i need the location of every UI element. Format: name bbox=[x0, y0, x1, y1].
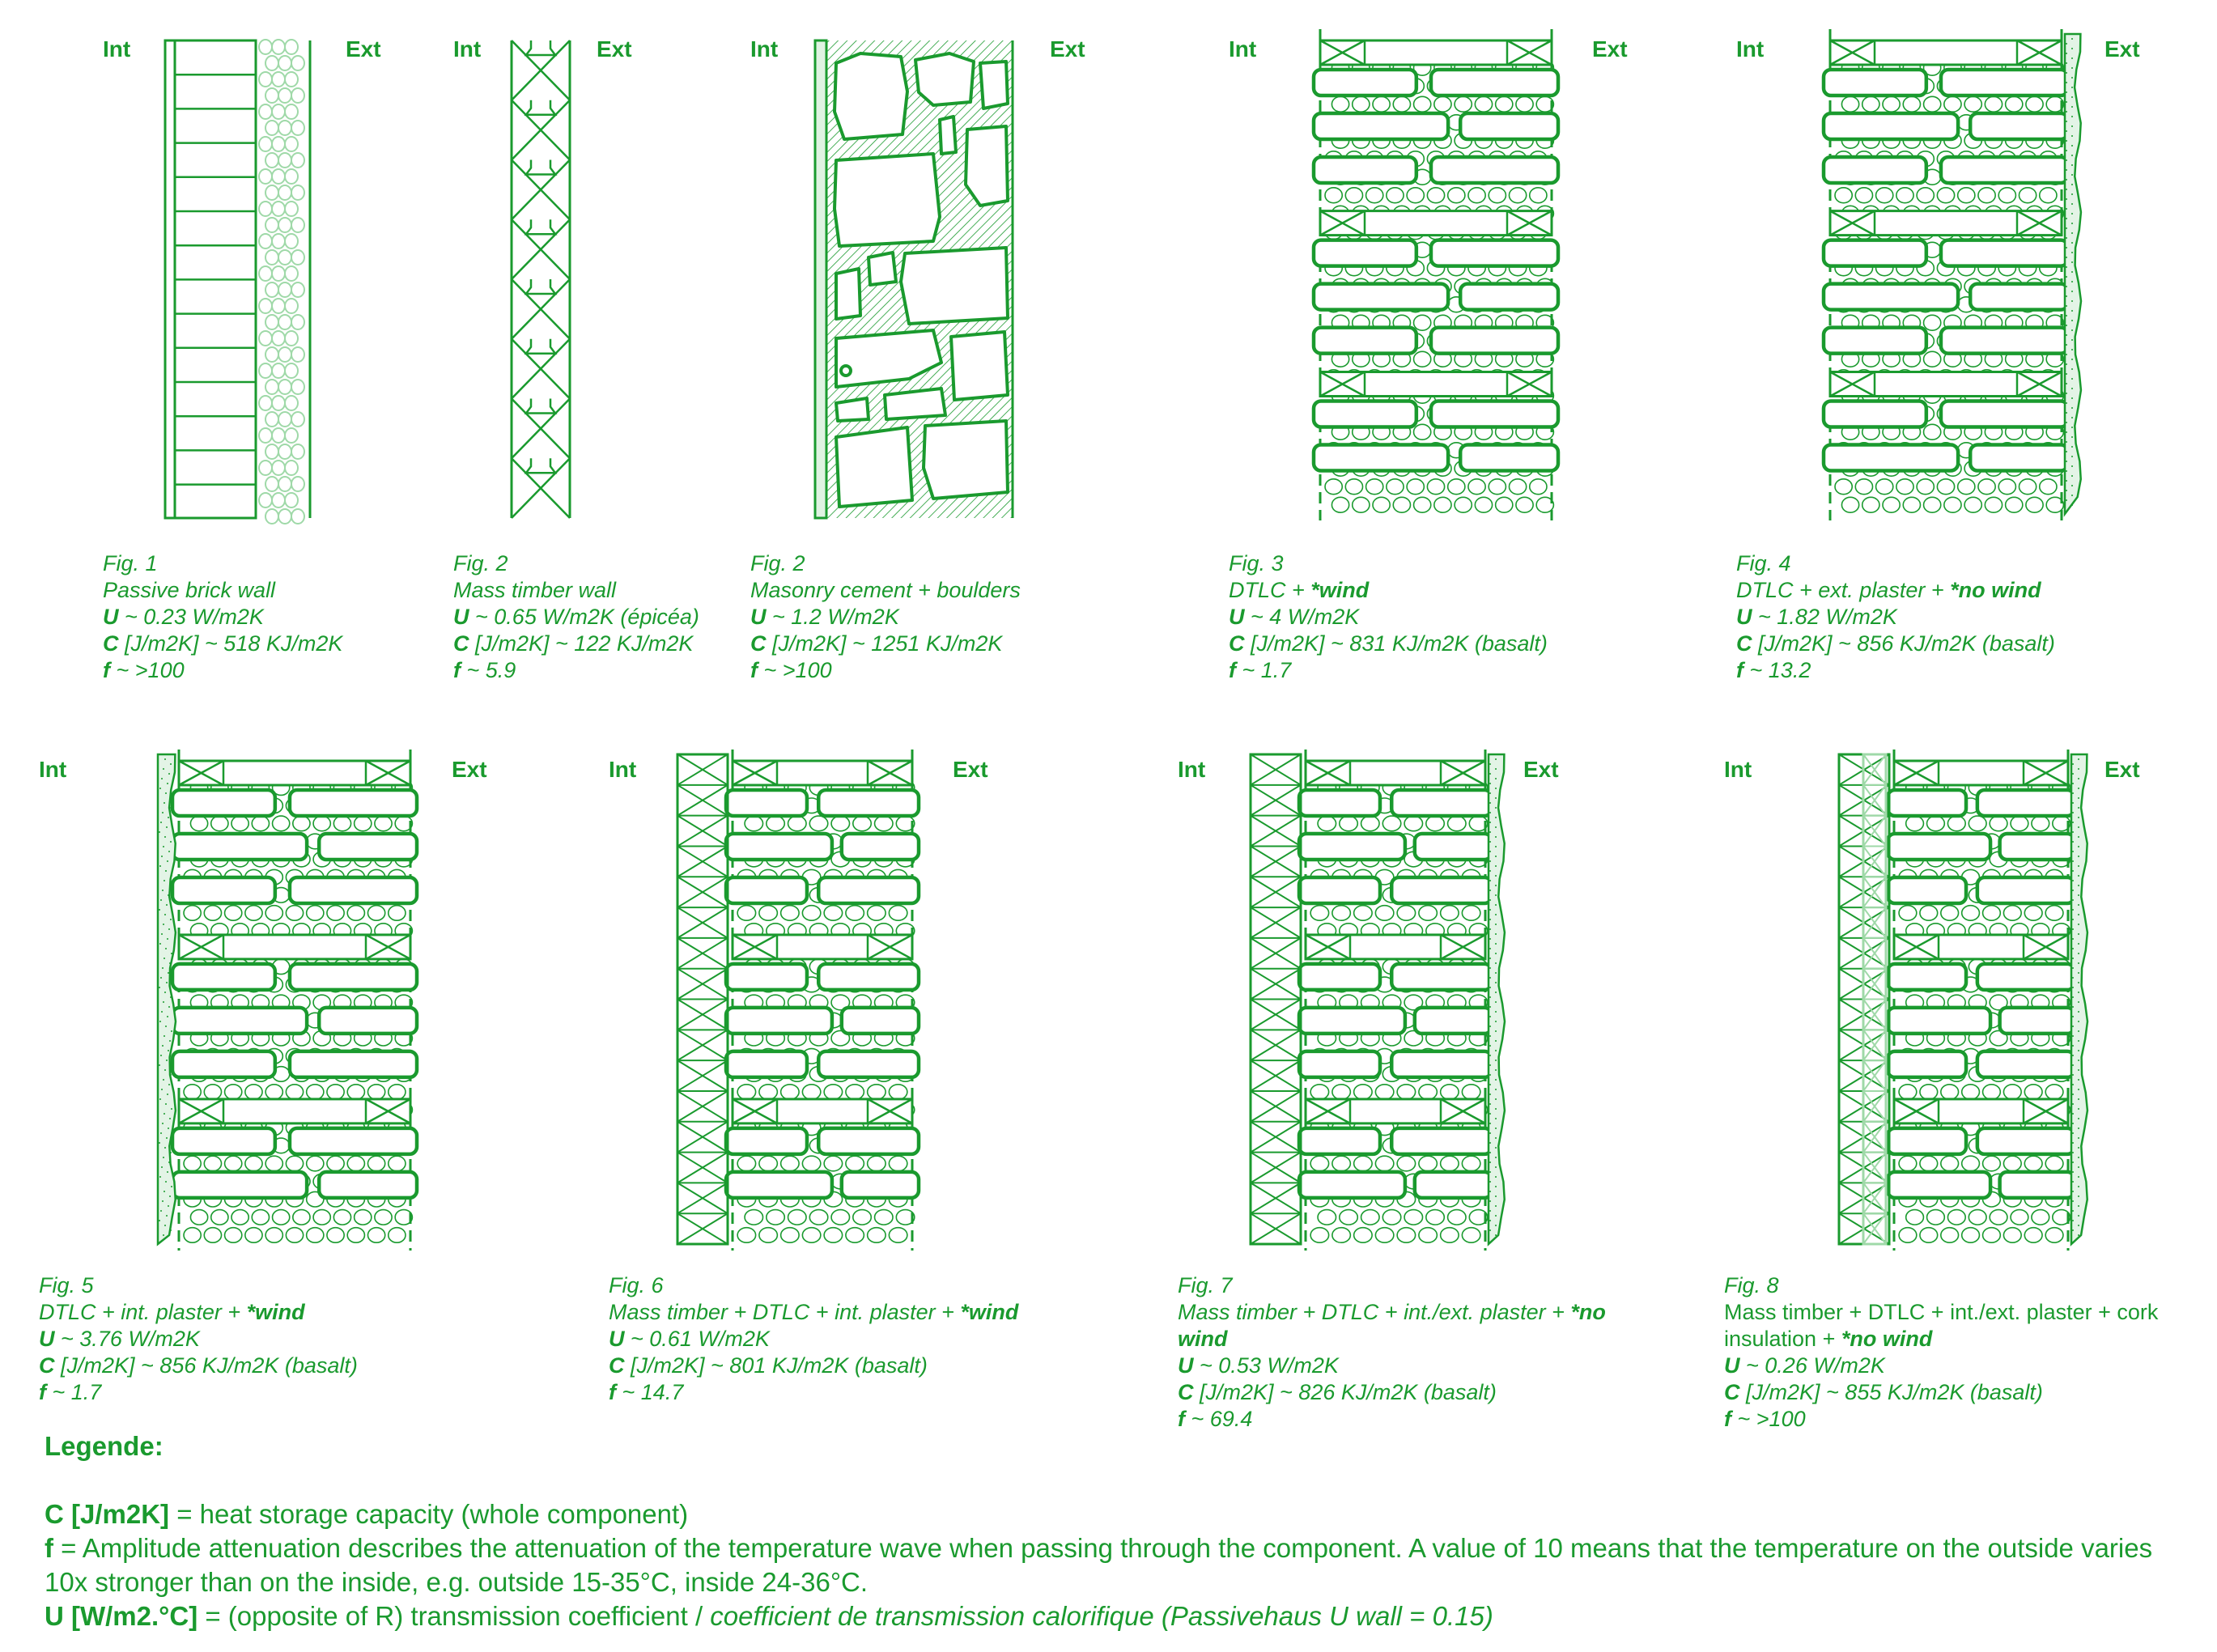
c-value: [J/m2K] ~ 826 KJ/m2K (basalt) bbox=[1200, 1380, 1497, 1404]
u-value: ~ 0.23 W/m2K bbox=[125, 605, 264, 629]
fig-number: Fig. 3 bbox=[1229, 551, 1284, 575]
u-value: ~ 1.82 W/m2K bbox=[1758, 605, 1897, 629]
c-value: [J/m2K] ~ 518 KJ/m2K bbox=[125, 631, 343, 656]
fig-title: Masonry cement + boulders bbox=[750, 578, 1021, 602]
wall-section-fig2-timber bbox=[508, 39, 573, 520]
int-label-fig8: Int bbox=[1724, 757, 1752, 782]
wall-section-fig1 bbox=[162, 39, 324, 520]
f-value: ~ 1.7 bbox=[52, 1380, 102, 1404]
f-value: ~ 14.7 bbox=[622, 1380, 684, 1404]
int-label-fig2b: Int bbox=[750, 36, 779, 62]
fig-number: Fig. 2 bbox=[453, 551, 508, 575]
u-value: ~ 4 W/m2K bbox=[1251, 605, 1360, 629]
caption-fig2-masonry: Fig. 2 Masonry cement + boulders U ~ 1.2 W/m2K C [J/m2K] ~ 1251 KJ/m2K f ~ >100 bbox=[750, 551, 1021, 682]
fig-number: Fig. 7 bbox=[1178, 1273, 1233, 1297]
wind-note-cont: wind bbox=[1178, 1327, 1228, 1351]
u-value: ~ 0.61 W/m2K bbox=[631, 1327, 770, 1351]
f-value: ~ 5.9 bbox=[466, 658, 516, 682]
u-value: ~ 1.2 W/m2K bbox=[772, 605, 899, 629]
wind-note: *wind bbox=[1310, 578, 1370, 602]
c-value: [J/m2K] ~ 856 KJ/m2K (basalt) bbox=[1758, 631, 2055, 656]
ext-label-fig2a: Ext bbox=[597, 36, 632, 62]
wall-section-fig5 bbox=[150, 741, 425, 1259]
caption-fig3: Fig. 3 DTLC + *wind U ~ 4 W/m2K C [J/m2K] ~ 831 KJ/m2K (basalt) f ~ 1.7 bbox=[1229, 551, 1548, 682]
wind-note: *no bbox=[1570, 1300, 1606, 1324]
fig-number: Fig. 8 bbox=[1724, 1273, 1779, 1297]
f-value: ~ >100 bbox=[763, 658, 832, 682]
u-value: ~ 0.53 W/m2K bbox=[1200, 1353, 1339, 1378]
fig-number: Fig. 4 bbox=[1736, 551, 1791, 575]
f-value: ~ >100 bbox=[116, 658, 185, 682]
ext-label-fig5: Ext bbox=[452, 757, 487, 782]
u-value: ~ 0.26 W/m2K bbox=[1746, 1353, 1885, 1378]
fig-number: Fig. 1 bbox=[103, 551, 158, 575]
fig-number: Fig. 5 bbox=[39, 1273, 94, 1297]
f-value: ~ 13.2 bbox=[1749, 658, 1811, 682]
fig-title: DTLC + ext. plaster + bbox=[1736, 578, 1951, 602]
int-label-fig6: Int bbox=[609, 757, 637, 782]
legend-c: C [J/m2K] = heat storage capacity (whole component) bbox=[45, 1499, 689, 1529]
f-value: ~ 1.7 bbox=[1242, 658, 1292, 682]
fig-number: Fig. 6 bbox=[609, 1273, 664, 1297]
ext-label-fig2b: Ext bbox=[1050, 36, 1085, 62]
legend-u: U [W/m2.°C] = (opposite of R) transmission coefficient / coefficient de transmission calorifique (Passivehaus U wall = 0.15) bbox=[45, 1601, 1493, 1631]
int-label-fig5: Int bbox=[39, 757, 67, 782]
wind-note: *wind bbox=[246, 1300, 305, 1324]
c-value: [J/m2K] ~ 801 KJ/m2K (basalt) bbox=[631, 1353, 928, 1378]
u-value: ~ 0.65 W/m2K (épicéa) bbox=[475, 605, 699, 629]
legend bbox=[45, 1429, 2181, 1633]
ext-label-fig6: Ext bbox=[953, 757, 988, 782]
caption-fig5: Fig. 5 DTLC + int. plaster + *wind U ~ 3.76 W/m2K C [J/m2K] ~ 856 KJ/m2K (basalt) f ~ 1.7 bbox=[39, 1273, 358, 1404]
int-label-fig1: Int bbox=[103, 36, 131, 62]
wall-section-fig7 bbox=[1242, 741, 1510, 1259]
caption-fig6: Fig. 6 Mass timber + DTLC + int. plaster + *wind U ~ 0.61 W/m2K C [J/m2K] ~ 801 KJ/m2K (basalt) f ~ 14.7 bbox=[609, 1273, 1019, 1404]
fig-title: DTLC + bbox=[1229, 578, 1311, 602]
wall-section-fig2-masonry bbox=[812, 39, 1026, 520]
wind-note: *wind bbox=[960, 1300, 1019, 1324]
wall-section-fig8 bbox=[1789, 741, 2100, 1259]
fig-title-cont: insulation + bbox=[1724, 1327, 1841, 1351]
ext-label-fig7: Ext bbox=[1523, 757, 1559, 782]
wall-section-fig6 bbox=[669, 741, 920, 1259]
fig-title: Mass timber + DTLC + int. plaster + bbox=[609, 1300, 961, 1324]
int-label-fig7: Int bbox=[1178, 757, 1206, 782]
int-label-fig2a: Int bbox=[453, 36, 482, 62]
caption-fig8: Fig. 8 Mass timber + DTLC + int./ext. plaster + cork insulation + *no wind U ~ 0.26 W/m2K C [J/m2K] ~ 855 KJ/m2K (basalt) f ~ >100 bbox=[1724, 1273, 2159, 1431]
ext-label-fig1: Ext bbox=[346, 36, 381, 62]
c-value: [J/m2K] ~ 122 KJ/m2K bbox=[475, 631, 694, 656]
legend-f: f = Amplitude attenuation describes the attenuation of the temperature wave when passing through the component. A value of 10 means that the temperature on the outside varies 10x stronger than on the inside, e.g. outside 15-35°C, inside 24-36°C. bbox=[45, 1533, 2153, 1597]
fig-title: Passive brick wall bbox=[103, 578, 276, 602]
fig-title: Mass timber wall bbox=[453, 578, 617, 602]
wall-section-fig4 bbox=[1817, 20, 2096, 526]
ext-label-fig3: Ext bbox=[1592, 36, 1628, 62]
ext-label-fig4: Ext bbox=[2104, 36, 2140, 62]
c-value: [J/m2K] ~ 831 KJ/m2K (basalt) bbox=[1251, 631, 1548, 656]
c-value: [J/m2K] ~ 1251 KJ/m2K bbox=[772, 631, 1003, 656]
wind-note: *no wind bbox=[1841, 1327, 1933, 1351]
f-value: ~ 69.4 bbox=[1191, 1407, 1253, 1431]
u-value: ~ 3.76 W/m2K bbox=[61, 1327, 200, 1351]
caption-fig2-timber: Fig. 2 Mass timber wall U ~ 0.65 W/m2K (épicéa) C [J/m2K] ~ 122 KJ/m2K f ~ 5.9 bbox=[453, 551, 699, 682]
c-value: [J/m2K] ~ 855 KJ/m2K (basalt) bbox=[1746, 1380, 2043, 1404]
caption-fig7: Fig. 7 Mass timber + DTLC + int./ext. plaster + *no wind U ~ 0.53 W/m2K C [J/m2K] ~ 826 KJ/m2K (basalt) f ~ 69.4 bbox=[1178, 1273, 1606, 1431]
wall-section-fig3 bbox=[1307, 20, 1570, 526]
ext-label-fig8: Ext bbox=[2104, 757, 2140, 782]
fig-number: Fig. 2 bbox=[750, 551, 805, 575]
caption-fig4: Fig. 4 DTLC + ext. plaster + *no wind U ~ 1.82 W/m2K C [J/m2K] ~ 856 KJ/m2K (basalt) f ~ 13.2 bbox=[1736, 551, 2055, 682]
caption-fig1: Fig. 1 Passive brick wall U ~ 0.23 W/m2K C [J/m2K] ~ 518 KJ/m2K f ~ >100 bbox=[103, 551, 343, 682]
f-value: ~ >100 bbox=[1737, 1407, 1806, 1431]
legend-title: Legende: bbox=[45, 1431, 164, 1461]
wind-note: *no wind bbox=[1950, 578, 2041, 602]
int-label-fig4: Int bbox=[1736, 36, 1765, 62]
c-value: [J/m2K] ~ 856 KJ/m2K (basalt) bbox=[61, 1353, 358, 1378]
fig-title: Mass timber + DTLC + int./ext. plaster + cork bbox=[1724, 1300, 2159, 1324]
int-label-fig3: Int bbox=[1229, 36, 1257, 62]
fig-title: Mass timber + DTLC + int./ext. plaster + bbox=[1178, 1300, 1571, 1324]
fig-title: DTLC + int. plaster + bbox=[39, 1300, 247, 1324]
